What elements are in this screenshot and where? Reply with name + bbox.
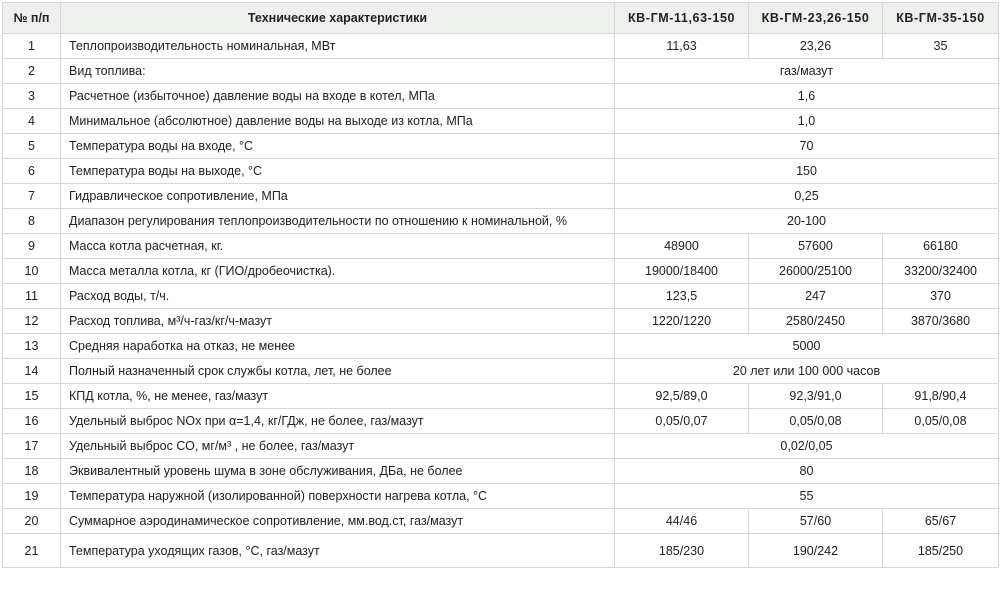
- header-row: [3, 3, 999, 34]
- row-number: 9: [3, 234, 61, 259]
- table-row: [3, 134, 999, 159]
- row-value-model-1: 123,5: [615, 284, 749, 309]
- row-value-all-models: 80: [615, 459, 999, 484]
- table-body: [3, 34, 999, 568]
- row-description: Суммарное аэродинамическое сопротивление, мм.вод.ст, газ/мазут: [61, 509, 615, 534]
- row-value-all-models: 70: [615, 134, 999, 159]
- table-row: [3, 534, 999, 568]
- row-number: 12: [3, 309, 61, 334]
- row-number: 19: [3, 484, 61, 509]
- row-description: Средняя наработка на отказ, не менее: [61, 334, 615, 359]
- row-number: 1: [3, 34, 61, 59]
- header-characteristic: Технические характеристики: [61, 3, 615, 34]
- row-value-model-3: 0,05/0,08: [883, 409, 999, 434]
- table-row: [3, 309, 999, 334]
- row-description: Температура воды на входе, °С: [61, 134, 615, 159]
- row-value-all-models: 1,6: [615, 84, 999, 109]
- table-row: [3, 34, 999, 59]
- row-value-model-3: 66180: [883, 234, 999, 259]
- row-value-model-2: 26000/25100: [749, 259, 883, 284]
- row-description: Расчетное (избыточное) давление воды на входе в котел, МПа: [61, 84, 615, 109]
- table-row: [3, 334, 999, 359]
- row-number: 7: [3, 184, 61, 209]
- row-value-model-3: 185/250: [883, 534, 999, 568]
- row-value-all-models: 5000: [615, 334, 999, 359]
- row-value-model-2: 23,26: [749, 34, 883, 59]
- row-value-all-models: 20 лет или 100 000 часов: [615, 359, 999, 384]
- table-row: [3, 184, 999, 209]
- row-value-model-1: 0,05/0,07: [615, 409, 749, 434]
- row-value-model-2: 57/60: [749, 509, 883, 534]
- table-row: [3, 384, 999, 409]
- row-description: Эквивалентный уровень шума в зоне обслуживания, ДБа, не более: [61, 459, 615, 484]
- row-value-all-models: 55: [615, 484, 999, 509]
- table-row: [3, 509, 999, 534]
- row-description: КПД котла, %, не менее, газ/мазут: [61, 384, 615, 409]
- row-value-model-3: 91,8/90,4: [883, 384, 999, 409]
- table-row: [3, 434, 999, 459]
- header-model-1: КВ-ГМ-11,63-150: [615, 3, 749, 34]
- header-num: № п/п: [3, 3, 61, 34]
- table-row: [3, 259, 999, 284]
- row-description: Полный назначенный срок службы котла, лет, не более: [61, 359, 615, 384]
- row-description: Вид топлива:: [61, 59, 615, 84]
- row-description: Расход топлива, м³/ч-газ/кг/ч-мазут: [61, 309, 615, 334]
- table-row: [3, 84, 999, 109]
- row-number: 20: [3, 509, 61, 534]
- row-description: Теплопроизводительность номинальная, МВт: [61, 34, 615, 59]
- row-value-all-models: газ/мазут: [615, 59, 999, 84]
- row-value-model-3: 35: [883, 34, 999, 59]
- row-description: Температура уходящих газов, °С, газ/мазут: [61, 534, 615, 568]
- table-row: [3, 159, 999, 184]
- row-description: Минимальное (абсолютное) давление воды на выходе из котла, МПа: [61, 109, 615, 134]
- row-number: 10: [3, 259, 61, 284]
- table-row: [3, 409, 999, 434]
- row-value-model-2: 57600: [749, 234, 883, 259]
- row-description: Расход воды, т/ч.: [61, 284, 615, 309]
- header-model-2: КВ-ГМ-23,26-150: [749, 3, 883, 34]
- row-number: 14: [3, 359, 61, 384]
- row-number: 21: [3, 534, 61, 568]
- table-row: [3, 459, 999, 484]
- row-number: 15: [3, 384, 61, 409]
- row-value-all-models: 0,25: [615, 184, 999, 209]
- row-value-model-3: 3870/3680: [883, 309, 999, 334]
- row-number: 13: [3, 334, 61, 359]
- row-value-all-models: 20-100: [615, 209, 999, 234]
- row-description: Гидравлическое сопротивление, МПа: [61, 184, 615, 209]
- row-description: Удельный выброс СО, мг/м³ , не более, газ/мазут: [61, 434, 615, 459]
- row-value-model-2: 190/242: [749, 534, 883, 568]
- row-value-model-3: 33200/32400: [883, 259, 999, 284]
- row-number: 16: [3, 409, 61, 434]
- row-value-model-1: 19000/18400: [615, 259, 749, 284]
- row-value-model-1: 11,63: [615, 34, 749, 59]
- row-value-model-1: 44/46: [615, 509, 749, 534]
- row-description: Масса котла расчетная, кг.: [61, 234, 615, 259]
- row-description: Диапазон регулирования теплопроизводительности по отношению к номинальной, %: [61, 209, 615, 234]
- row-description: Масса металла котла, кг (ГИО/дробеочистка).: [61, 259, 615, 284]
- row-description: Температура воды на выходе, °С: [61, 159, 615, 184]
- table-row: [3, 209, 999, 234]
- row-number: 4: [3, 109, 61, 134]
- row-value-model-3: 370: [883, 284, 999, 309]
- row-number: 6: [3, 159, 61, 184]
- row-description: Удельный выброс NOx при α=1,4, кг/ГДж, не более, газ/мазут: [61, 409, 615, 434]
- table-row: [3, 234, 999, 259]
- specs-table: [2, 2, 999, 568]
- table-row: [3, 109, 999, 134]
- row-number: 18: [3, 459, 61, 484]
- row-number: 2: [3, 59, 61, 84]
- row-value-model-2: 247: [749, 284, 883, 309]
- row-number: 8: [3, 209, 61, 234]
- row-value-all-models: 150: [615, 159, 999, 184]
- row-value-model-2: 92,3/91,0: [749, 384, 883, 409]
- row-value-model-1: 92,5/89,0: [615, 384, 749, 409]
- row-number: 17: [3, 434, 61, 459]
- row-value-model-2: 2580/2450: [749, 309, 883, 334]
- row-value-all-models: 0,02/0,05: [615, 434, 999, 459]
- row-number: 11: [3, 284, 61, 309]
- row-value-model-1: 185/230: [615, 534, 749, 568]
- table-row: [3, 359, 999, 384]
- row-value-model-3: 65/67: [883, 509, 999, 534]
- row-number: 3: [3, 84, 61, 109]
- row-description: Температура наружной (изолированной) поверхности нагрева котла, °С: [61, 484, 615, 509]
- table-row: [3, 284, 999, 309]
- row-value-model-1: 48900: [615, 234, 749, 259]
- row-value-model-2: 0,05/0,08: [749, 409, 883, 434]
- row-value-all-models: 1,0: [615, 109, 999, 134]
- header-model-3: КВ-ГМ-35-150: [883, 3, 999, 34]
- table-row: [3, 59, 999, 84]
- table-row: [3, 484, 999, 509]
- row-number: 5: [3, 134, 61, 159]
- row-value-model-1: 1220/1220: [615, 309, 749, 334]
